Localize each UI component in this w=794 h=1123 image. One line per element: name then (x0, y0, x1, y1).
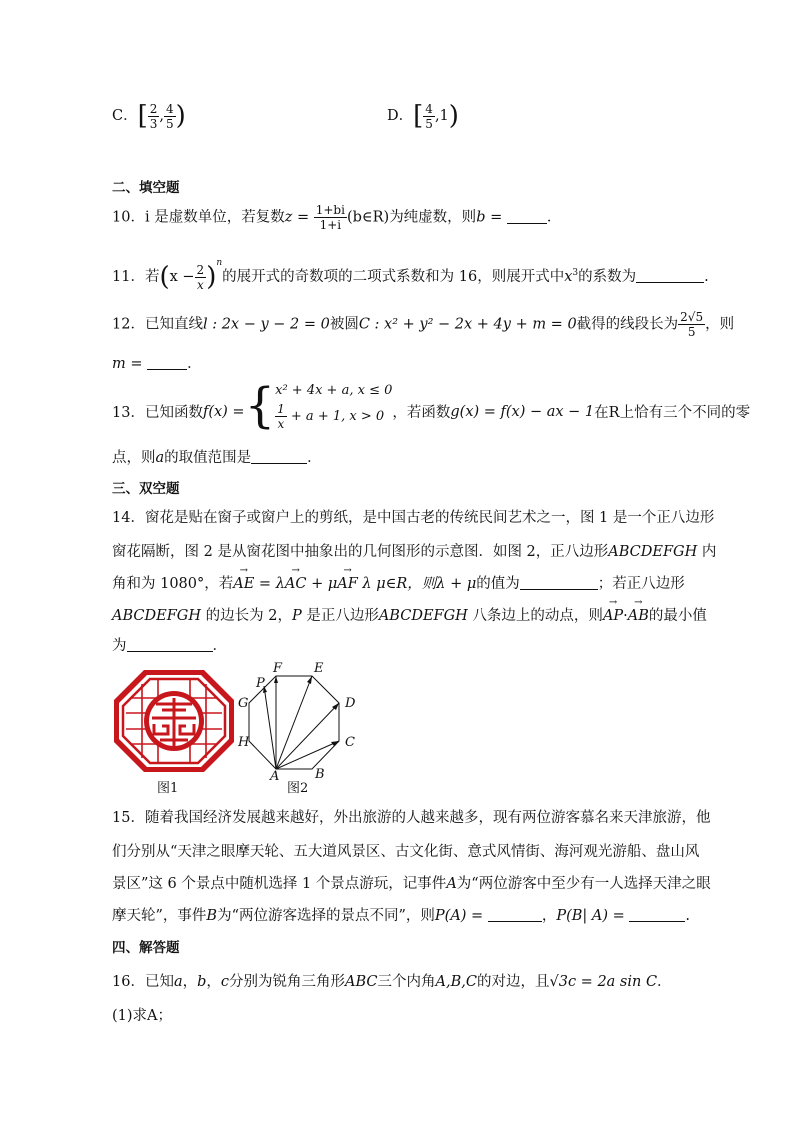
q9-option-c: C．[ $\frac{2}{3}$ , $\frac{4}{5}$ ) (112, 101, 186, 131)
vertex-label-f: F (273, 661, 283, 676)
figure-2-label: 图2 (287, 781, 309, 796)
question-12-cont: m = ． (112, 356, 202, 372)
question-14-line4: ABCDEFGH 的边长为 2，P 是正八边形ABCDEFGH 八条边上的动点，则→ AP·→ AB的最小值 (112, 604, 707, 625)
answer-blank[interactable] (488, 907, 542, 922)
figure-1-label: 图1 (157, 781, 179, 796)
vertex-label-e: E (314, 661, 324, 676)
section-solve-heading: 四、解答题 (112, 940, 180, 956)
vertex-label-a: A (270, 769, 280, 782)
octagon-figure (236, 656, 372, 782)
vertex-label-g: G (238, 696, 249, 711)
question-15-line3: 景区”这 6 个景点中随机选择 1 个景点游玩，记事件A为“两位游客中至少有一人选择天津之眼 (112, 876, 711, 892)
question-15-line2: 们分别从“天津之眼摩天轮、五大道风景区、古文化街、意式风情街、海河观光游船、盘山风 (112, 844, 700, 860)
vertex-label-p: P (256, 676, 265, 691)
answer-blank[interactable] (147, 355, 187, 370)
question-13-cont: 点，则a的取值范围是 ． (112, 450, 322, 466)
question-14-line2: 窗花隔断，图 2 是从窗花图中抽象出的几何图形的示意图．如图 2，正八边形ABCDEFGH 内 (112, 544, 717, 560)
vertex-label-h: H (238, 735, 250, 750)
question-16-part-1: (1)求A； (112, 1008, 173, 1024)
answer-blank[interactable] (520, 575, 598, 590)
question-15-line4: 摩天轮”，事件B为“两位游客选择的景点不同”，则P(A) = ，P(B| A) = . (112, 908, 690, 924)
section-dual-heading: 三、双空题 (112, 481, 180, 497)
question-12: 12．已知直线l : 2x − y − 2 = 0被圆C : x² + y² − 2x + 4y + m = 0截得的线段长为 $\frac{2√5}{5}$ ，则 (112, 310, 735, 339)
vertex-label-d: D (345, 696, 356, 711)
question-10: 10．i 是虚数单位，若复数z = $\frac{1+bi}{1+i}$ (b∈R)为纯虚数，则b = ． (112, 203, 562, 232)
question-14-line3: 角和为 1080°，若→ AE = λ→ AC + μ→ AF λ μ∈R，则λ + μ的值为 ；若正八边形 (112, 572, 685, 593)
window-flower-figure (112, 668, 236, 774)
vertex-label-c: C (345, 735, 355, 750)
question-13: 13．已知函数f(x) ={ x² + 4x + a, x ≤ 0 $\frac{1}{x}$ + a + 1, x > 0 ，若函数g(x) = f(x) − ax − 1在R上恰有三个不同的零 (112, 377, 751, 434)
q9-option-d: D．[ $\frac{4}{5}$ ,1) (387, 101, 459, 131)
question-16: 16．已知a，b，c分别为锐角三角形ABC三个内角A,B,C的对边，且√3c = 2a sin C． (112, 974, 672, 990)
answer-blank[interactable] (507, 209, 547, 224)
vertex-label-b: B (315, 767, 325, 782)
section-fill-heading: 二、填空题 (112, 180, 180, 196)
answer-blank[interactable] (629, 907, 685, 922)
question-15-line1: 15．随着我国经济发展越来越好，外出旅游的人越来越多，现有两位游客慕名来天津旅游，他 (112, 810, 711, 826)
answer-blank[interactable] (127, 637, 213, 652)
answer-blank[interactable] (251, 449, 307, 464)
question-14-line1: 14．窗花是贴在窗子或窗户上的剪纸，是中国古老的传统民间艺术之一，图 1 是一个正八边形 (112, 510, 715, 526)
question-11: 11．若(x − $\frac{2}{x}$ )$^n$的展开式的奇数项的二项式系数和为 16，则展开式中$x^3$的系数为 . (112, 258, 709, 292)
question-14-line5: 为 ． (112, 638, 227, 654)
answer-blank[interactable] (636, 268, 704, 283)
